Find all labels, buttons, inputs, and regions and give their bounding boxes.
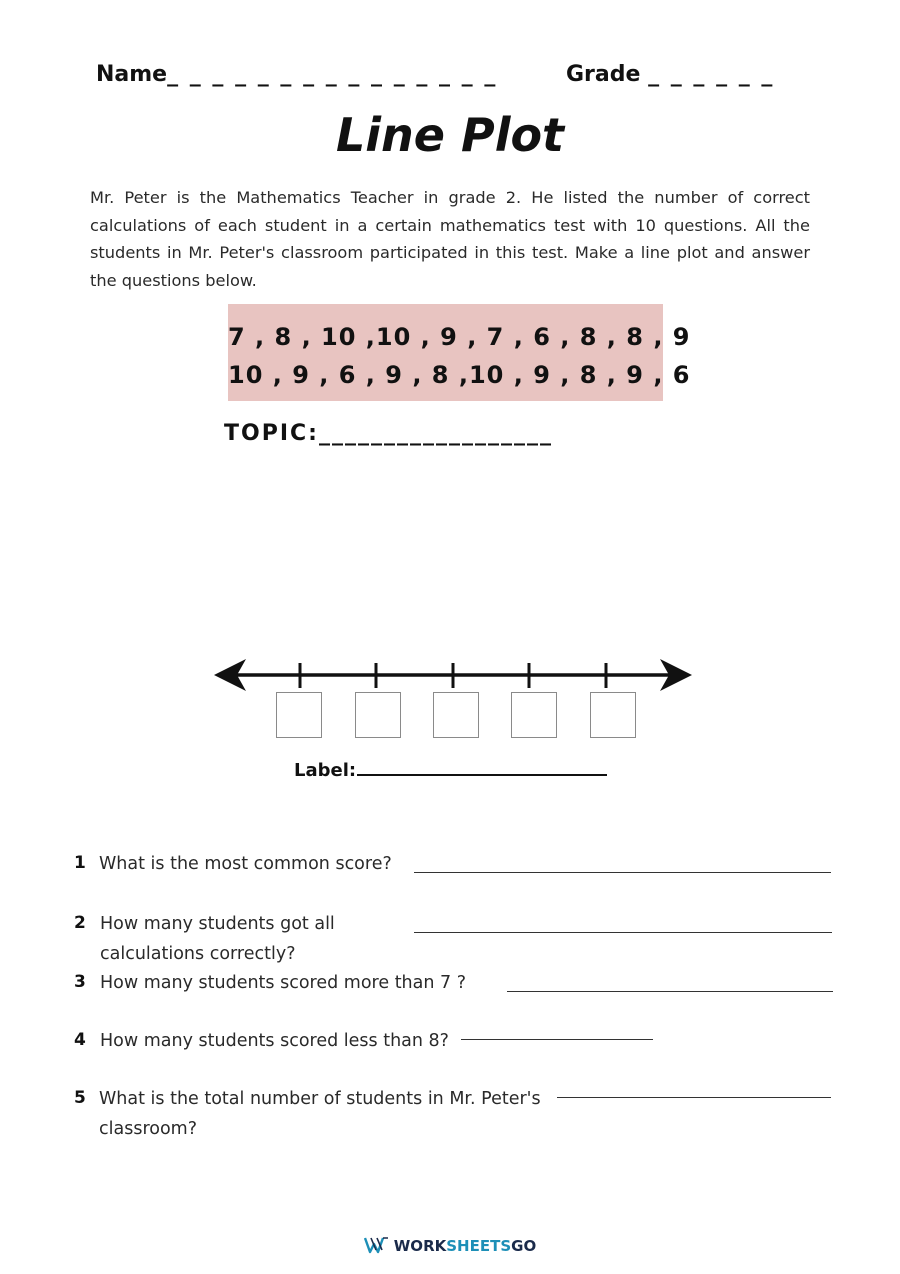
brand-sheets: SHEETS	[446, 1237, 512, 1255]
grade-label: Grade	[566, 62, 641, 87]
axis-label-field[interactable]	[294, 760, 607, 781]
question-number: 2	[74, 913, 86, 933]
topic-blank: __________________	[318, 421, 553, 446]
footer-brand	[0, 1236, 900, 1255]
grade-blank: _ _ _ _ _ _	[648, 62, 775, 87]
tick-answer-box[interactable]	[355, 692, 401, 738]
tick-answer-box[interactable]	[590, 692, 636, 738]
intro-paragraph: Mr. Peter is the Mathematics Teacher in grade 2. He listed the number of correct calculations of each student in a certain mathematics test with 10 questions. All the students in Mr. Peter's classroom participated in this test. Make a line plot and answer the questions below.	[90, 188, 810, 290]
tick-answer-box[interactable]	[511, 692, 557, 738]
name-field[interactable]	[96, 62, 497, 87]
brand-go: GO	[511, 1237, 537, 1255]
data-line-2: 10 , 9 , 6 , 9 , 8 ,10 , 9 , 8 , 9 , 6	[228, 361, 691, 389]
question-number: 5	[74, 1088, 86, 1108]
question-text: How many students scored more than 7 ?	[100, 973, 467, 993]
question-text: What is the most common score?	[99, 854, 392, 874]
question-text-continued: calculations correctly?	[100, 944, 296, 964]
data-line-1: 7 , 8 , 10 ,10 , 9 , 7 , 6 , 8 , 8 , 9	[228, 323, 691, 351]
question-text: How many students scored less than 8?	[100, 1031, 449, 1051]
question-text-continued: classroom?	[99, 1119, 198, 1139]
topic-field[interactable]	[224, 421, 553, 446]
question-number: 3	[74, 972, 86, 992]
name-label: Name	[96, 62, 168, 87]
tick-answer-box[interactable]	[433, 692, 479, 738]
question-number: 4	[74, 1030, 86, 1050]
answer-line[interactable]	[414, 932, 832, 933]
brand-work: WORK	[393, 1237, 447, 1255]
name-blank: _ _ _ _ _ _ _ _ _ _ _ _ _ _ _	[167, 62, 498, 87]
answer-line[interactable]	[507, 991, 833, 992]
axis-label-line[interactable]	[357, 760, 607, 776]
question-text: What is the total number of students in Mr. Peter's	[99, 1089, 541, 1109]
question-number: 1	[74, 853, 86, 873]
answer-line[interactable]	[461, 1039, 653, 1040]
answer-line[interactable]	[557, 1097, 831, 1098]
data-box	[228, 304, 691, 401]
grade-field[interactable]	[566, 62, 774, 87]
answer-line[interactable]	[414, 872, 831, 873]
tick-answer-box[interactable]	[276, 692, 322, 738]
question-text: How many students got all	[100, 914, 335, 934]
page-title: Line Plot	[335, 108, 565, 162]
worksheetsgo-logo-icon	[364, 1236, 390, 1254]
topic-label: TOPIC:	[224, 421, 319, 446]
axis-label-text: Label:	[294, 760, 357, 781]
